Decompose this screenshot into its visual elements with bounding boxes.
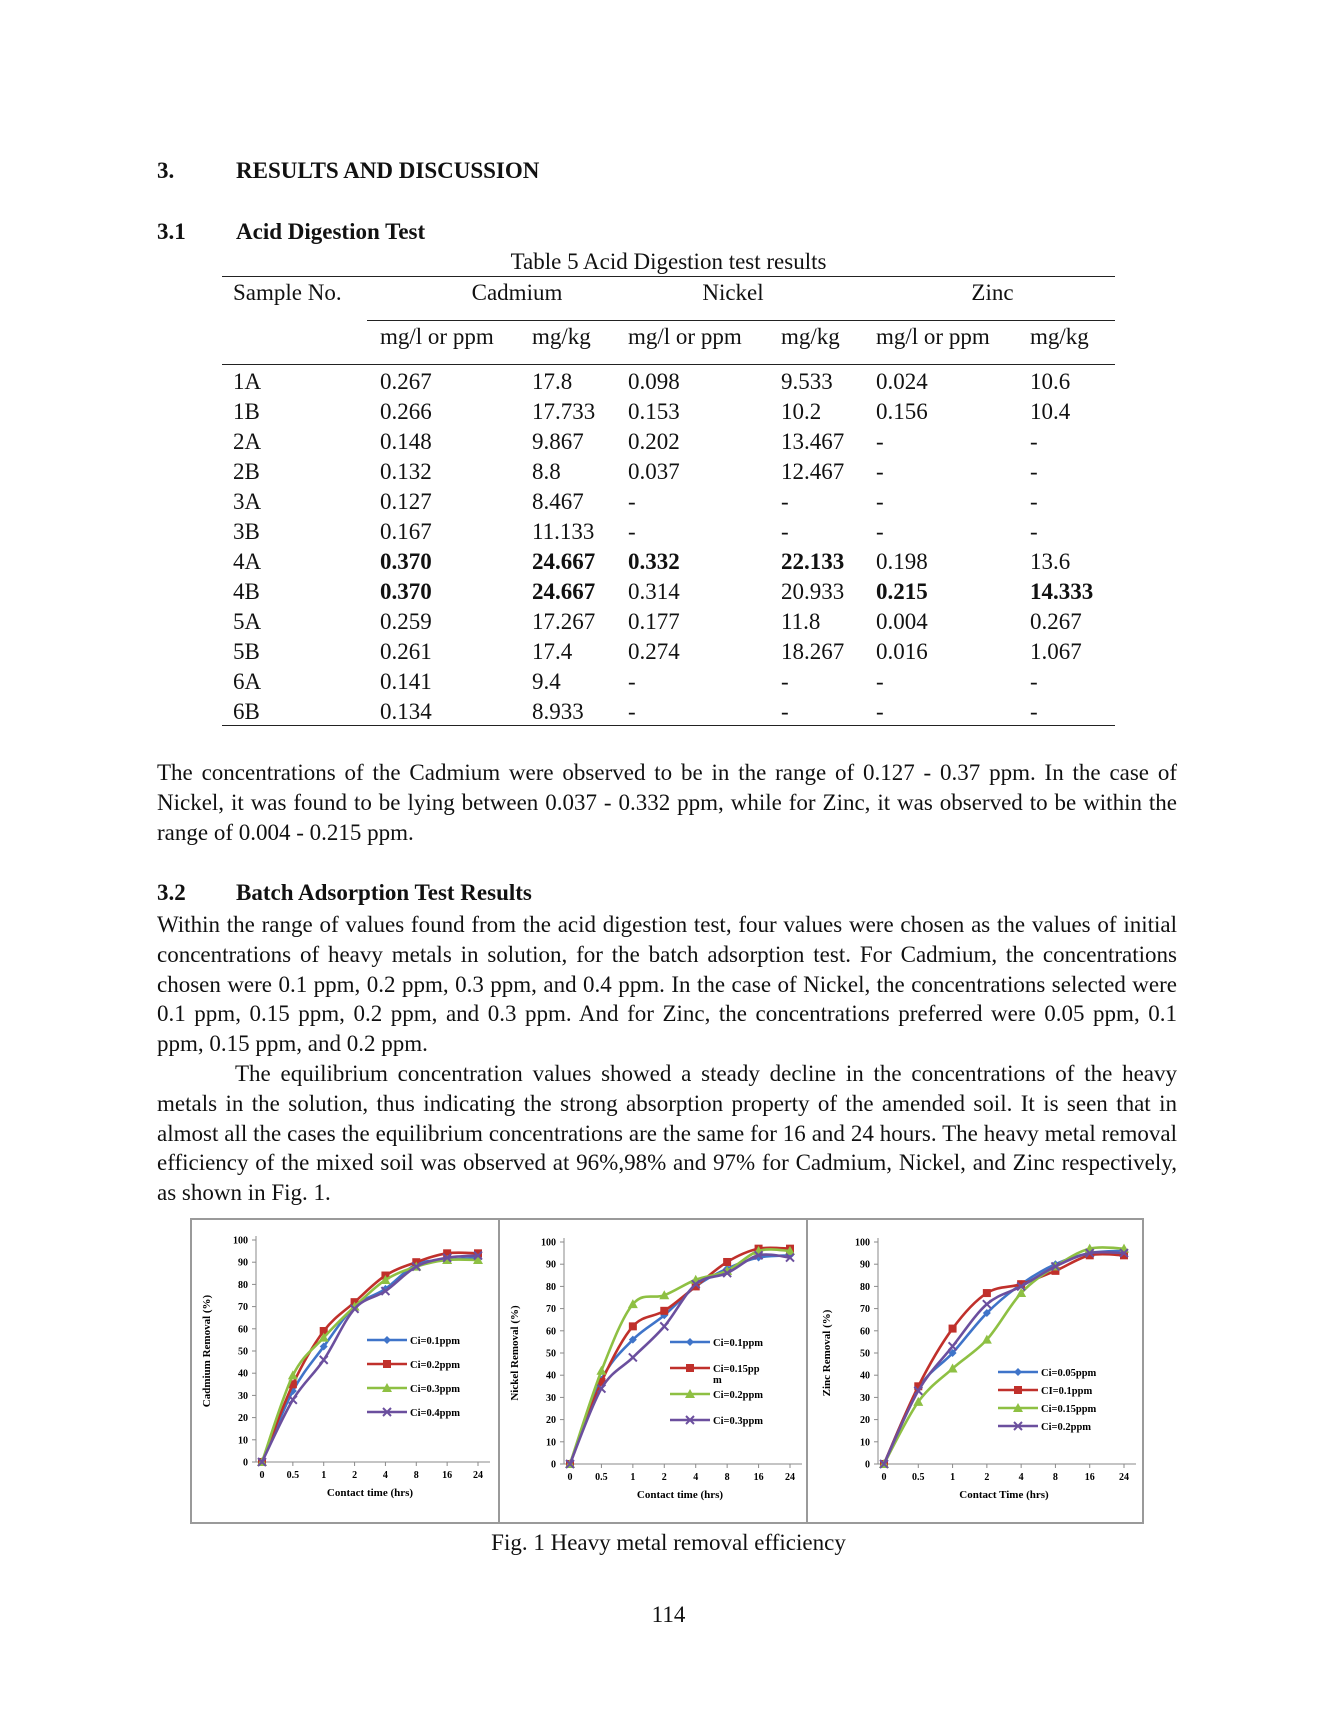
x-tick-label: 16 — [1084, 1472, 1095, 1483]
paragraph-3-text: The equilibrium concentration values showed a steady decline in the concentrations of the heavy metals in the solution, thus indicating the strong absorption property of the amended soil. It is seen that in almost all the cases the equilibrium concentrations are the same for 16 and 24 hours. The heavy metal removal efficiency of the mixed soil was observed at 96%,98% and 97% for Cadmium, Nickel, and Zinc respectively, as shown in Fig. 1. — [157, 1060, 1177, 1206]
table-caption: Table 5 Acid Digestion test results — [510, 249, 827, 274]
legend-label: Ci=0.2ppm — [713, 1390, 764, 1401]
x-axis-label: Contact Time (hrs) — [959, 1489, 1049, 1501]
table-cell: 8.8 — [532, 459, 561, 484]
data-point — [596, 1366, 606, 1375]
table-cell: - — [1030, 429, 1038, 454]
table-cell: 0.332 — [628, 549, 680, 574]
data-point — [660, 1322, 668, 1330]
legend-marker — [383, 1336, 391, 1344]
y-tick-label: 70 — [546, 1304, 556, 1316]
table-cell: 0.370 — [380, 549, 432, 574]
figure-caption: Fig. 1 Heavy metal removal efficiency — [491, 1530, 846, 1555]
table-row-label: 4B — [233, 579, 260, 604]
y-axis-label: Zinc Removal (%) — [821, 1309, 833, 1397]
x-tick-label: 1 — [630, 1472, 636, 1483]
x-tick-label: 4 — [382, 1470, 388, 1481]
x-tick-label: 4 — [1018, 1472, 1024, 1483]
data-point — [320, 1356, 328, 1364]
y-tick-label: 10 — [546, 1437, 556, 1449]
legend-marker — [1014, 1386, 1022, 1394]
paragraph-2-text: Within the range of values found from the acid digestion test, four values were chosen as the values of initial concentrations of heavy metals in solution, for the batch adsorption test. For Cadmium, the concentrations chosen were 0.1 ppm, 0.2 ppm, 0.3 ppm, and 0.4 ppm. In the case of Nickel, the concentrations selected were 0.1 ppm, 0.15 ppm, 0.2 ppm, and 0.3 ppm. And for Zinc, the concentrations preferred were 0.05 ppm, 0.1 ppm, 0.15 ppm, and 0.2 ppm. — [157, 912, 1177, 1057]
section-3-2-number: 3.2 — [157, 880, 186, 905]
table-row-label: 1A — [233, 369, 262, 394]
table-cell: 17.267 — [532, 609, 596, 634]
table-subheader-cd-ppm: mg/l or ppm — [380, 324, 494, 349]
y-tick-label: 0 — [865, 1459, 870, 1471]
table-cell: 10.2 — [781, 399, 822, 424]
y-tick-label: 90 — [546, 1259, 556, 1271]
table-cell: 0.267 — [380, 369, 432, 394]
table-cell: 9.533 — [781, 369, 833, 394]
y-tick-label: 20 — [860, 1415, 870, 1427]
table-cell: 0.266 — [380, 399, 432, 424]
y-tick-label: 30 — [238, 1390, 248, 1402]
y-tick-label: 0 — [551, 1459, 556, 1471]
table-cell: - — [1030, 519, 1038, 544]
table-row-label: 5B — [233, 639, 260, 664]
table-cell: - — [628, 669, 636, 694]
table-row-label: 1B — [233, 399, 260, 424]
table-row-label: 3A — [233, 489, 262, 514]
x-tick-label: 8 — [413, 1470, 419, 1481]
table-cell: 10.6 — [1030, 369, 1071, 394]
table-cell: 17.733 — [532, 399, 596, 424]
y-tick-label: 90 — [860, 1259, 870, 1271]
y-axis-label: Nickel Removal (%) — [509, 1305, 521, 1401]
x-tick-label: 24 — [1119, 1472, 1129, 1483]
table-cell: - — [876, 459, 884, 484]
legend-label: Ci=0.2ppm — [1041, 1422, 1092, 1433]
chart-nickel — [500, 1220, 808, 1522]
table-cell: 10.4 — [1030, 399, 1071, 424]
data-point — [660, 1307, 668, 1315]
y-tick-label: 70 — [860, 1304, 870, 1316]
table-cell: - — [781, 699, 789, 724]
legend-label: m — [713, 1375, 722, 1386]
x-tick-label: 0.5 — [595, 1472, 608, 1483]
table-subheader-zn-mgkg: mg/kg — [1030, 324, 1089, 349]
figure-1-charts — [190, 1218, 1144, 1524]
table-cell: 14.333 — [1030, 579, 1094, 604]
x-tick-label: 2 — [984, 1472, 990, 1483]
x-tick-label: 8 — [724, 1472, 730, 1483]
table-row-label: 3B — [233, 519, 260, 544]
y-tick-label: 60 — [860, 1326, 870, 1338]
table-cell: 0.177 — [628, 609, 680, 634]
legend-marker — [383, 1360, 391, 1368]
table-subheader-ni-mgkg: mg/kg — [781, 324, 840, 349]
x-tick-label: 8 — [1052, 1472, 1058, 1483]
table-cell: 0.132 — [380, 459, 432, 484]
legend-label: Ci=0.3ppm — [713, 1416, 764, 1427]
table-cell: 0.016 — [876, 639, 928, 664]
table-row-label: 4A — [233, 549, 262, 574]
paragraph-concentration-ranges — [157, 758, 1177, 847]
x-tick-label: 0.5 — [286, 1470, 300, 1481]
table-row-label: 2B — [233, 459, 260, 484]
legend-marker — [686, 1364, 694, 1372]
y-axis-label: Cadmium Removal (%) — [201, 1294, 213, 1408]
table-cell: - — [628, 489, 636, 514]
y-tick-label: 40 — [860, 1370, 870, 1382]
y-tick-label: 10 — [860, 1437, 870, 1449]
table-cell: 24.667 — [532, 579, 596, 604]
table-cell: 13.6 — [1030, 549, 1071, 574]
data-point — [983, 1289, 991, 1297]
x-tick-label: 24 — [785, 1472, 795, 1483]
table-cell: - — [876, 699, 884, 724]
y-tick-label: 10 — [238, 1435, 248, 1447]
chart-nickel-svg — [500, 1220, 806, 1522]
y-tick-label: 30 — [860, 1392, 870, 1404]
table-subheader-ni-ppm: mg/l or ppm — [628, 324, 742, 349]
x-axis-label: Contact time (hrs) — [326, 1487, 414, 1499]
series-line — [570, 1248, 790, 1464]
table-cell: 0.202 — [628, 429, 680, 454]
y-tick-label: 40 — [238, 1368, 248, 1380]
y-tick-label: 80 — [860, 1281, 870, 1293]
legend-label: CI=0.1ppm — [1041, 1386, 1093, 1397]
y-tick-label: 20 — [546, 1415, 556, 1427]
table-cell: 0.215 — [876, 579, 928, 604]
section-3-2-title: Batch Adsorption Test Results — [236, 880, 532, 905]
table-cell: - — [1030, 489, 1038, 514]
legend-label: Ci=0.3ppm — [410, 1384, 461, 1395]
chart-zinc-svg — [808, 1220, 1142, 1522]
legend-label: Ci=0.15ppm — [1041, 1404, 1097, 1415]
table-cell: - — [876, 429, 884, 454]
table-cell: 12.467 — [781, 459, 845, 484]
table-cell: 13.467 — [781, 429, 845, 454]
table-header-cadmium: Cadmium — [471, 280, 563, 305]
table-header-rule — [222, 364, 1115, 365]
legend-label: Ci=0.15pp — [713, 1364, 760, 1375]
table-row-label: 6A — [233, 669, 262, 694]
data-point — [723, 1258, 731, 1266]
legend-label: Ci=0.1ppm — [410, 1336, 461, 1347]
paragraph-batch-adsorption — [157, 910, 1177, 1208]
table-cell: 11.133 — [532, 519, 595, 544]
table-cell: 0.261 — [380, 639, 432, 664]
table-cell: 0.198 — [876, 549, 928, 574]
y-tick-label: 20 — [238, 1413, 248, 1425]
table-cell: - — [1030, 459, 1038, 484]
x-tick-label: 16 — [442, 1470, 453, 1481]
table-cell: 0.037 — [628, 459, 680, 484]
table-bottom-rule — [222, 725, 1115, 726]
y-tick-label: 50 — [860, 1348, 870, 1360]
section-3-1-title: Acid Digestion Test — [236, 219, 426, 244]
table-cell: 0.267 — [1030, 609, 1082, 634]
legend-label: Ci=0.4ppm — [410, 1408, 461, 1419]
chart-zinc — [808, 1220, 1142, 1522]
table-cell: - — [876, 669, 884, 694]
x-tick-label: 0 — [567, 1472, 573, 1483]
table-cell: 0.127 — [380, 489, 432, 514]
table-cell: 24.667 — [532, 549, 596, 574]
table-cell: - — [628, 699, 636, 724]
data-point — [289, 1396, 297, 1404]
y-tick-label: 50 — [546, 1348, 556, 1360]
table-top-rule — [222, 276, 1115, 277]
table-cell: 0.134 — [380, 699, 432, 724]
section-3-title: RESULTS AND DISCUSSION — [236, 158, 540, 183]
table-cell: - — [628, 519, 636, 544]
y-tick-label: 100 — [855, 1237, 870, 1249]
table-cell: 22.133 — [781, 549, 845, 574]
y-tick-label: 60 — [546, 1326, 556, 1338]
table-cell: 0.141 — [380, 669, 432, 694]
table-cell: - — [1030, 699, 1038, 724]
table-cell: - — [781, 519, 789, 544]
table-header-sample: Sample No. — [233, 280, 342, 305]
table-row-label: 6B — [233, 699, 260, 724]
x-tick-label: 0 — [259, 1470, 265, 1481]
y-tick-label: 30 — [546, 1392, 556, 1404]
table-cell: 0.259 — [380, 609, 432, 634]
table-cell: 20.933 — [781, 579, 845, 604]
x-tick-label: 4 — [693, 1472, 699, 1483]
table-cell: - — [876, 519, 884, 544]
x-tick-label: 0 — [881, 1472, 887, 1483]
data-point — [629, 1353, 637, 1361]
x-tick-label: 1 — [321, 1470, 327, 1481]
table-subheader-cd-mgkg: mg/kg — [532, 324, 591, 349]
table-row-label: 5A — [233, 609, 262, 634]
legend-marker — [1014, 1368, 1022, 1376]
legend-label: Ci=0.05ppm — [1041, 1368, 1097, 1379]
table-cell: 0.024 — [876, 369, 928, 394]
series-line — [570, 1249, 790, 1464]
table-cell: 17.4 — [532, 639, 573, 664]
y-tick-label: 70 — [238, 1302, 248, 1314]
x-tick-label: 2 — [352, 1470, 358, 1481]
table-cell: 11.8 — [781, 609, 821, 634]
legend-label: Ci=0.1ppm — [713, 1338, 764, 1349]
table-cell: 9.4 — [532, 669, 561, 694]
table-cell: 0.098 — [628, 369, 680, 394]
table-subheader-rule — [367, 320, 1115, 321]
table-cell: 9.867 — [532, 429, 584, 454]
series-line — [262, 1253, 478, 1462]
x-tick-label: 16 — [753, 1472, 764, 1483]
table-cell: 0.148 — [380, 429, 432, 454]
table-cell: 8.467 — [532, 489, 584, 514]
page-number: 114 — [651, 1602, 686, 1627]
table-cell: 0.156 — [876, 399, 928, 424]
section-3-1-number: 3.1 — [157, 219, 186, 244]
table-cell: - — [781, 669, 789, 694]
series-line — [570, 1255, 790, 1464]
table-header-nickel: Nickel — [702, 280, 764, 305]
table-cell: - — [781, 489, 789, 514]
y-tick-label: 80 — [238, 1279, 248, 1291]
table-cell: 0.314 — [628, 579, 680, 604]
x-tick-label: 1 — [950, 1472, 956, 1483]
data-point — [949, 1325, 957, 1333]
table-cell: 0.167 — [380, 519, 432, 544]
table-header-zinc: Zinc — [971, 280, 1014, 305]
y-tick-label: 50 — [238, 1346, 248, 1358]
y-tick-label: 100 — [541, 1237, 556, 1249]
y-tick-label: 40 — [546, 1370, 556, 1382]
table-cell: - — [1030, 669, 1038, 694]
chart-cadmium — [192, 1220, 500, 1522]
legend-label: Ci=0.2ppm — [410, 1360, 461, 1371]
table-row-label: 2A — [233, 429, 262, 454]
data-point — [629, 1322, 637, 1330]
chart-cadmium-svg — [192, 1220, 498, 1522]
table-cell: 18.267 — [781, 639, 845, 664]
table-cell: 1.067 — [1030, 639, 1082, 664]
table-cell: 0.370 — [380, 579, 432, 604]
table-cell: 0.274 — [628, 639, 680, 664]
section-3-number: 3. — [157, 158, 175, 183]
x-tick-label: 24 — [473, 1470, 483, 1481]
table-cell: 0.004 — [876, 609, 928, 634]
x-tick-label: 0.5 — [912, 1472, 925, 1483]
table-cell: 17.8 — [532, 369, 573, 394]
y-tick-label: 90 — [238, 1257, 248, 1269]
y-tick-label: 0 — [243, 1457, 248, 1469]
data-point — [983, 1300, 991, 1308]
paragraph-1-text: The concentrations of the Cadmium were observed to be in the range of 0.127 - 0.37 ppm. In the case of Nickel, it was found to be lying between 0.037 - 0.332 ppm, while for Zinc, it was observed to be within the range of 0.004 - 0.215 ppm. — [157, 760, 1177, 845]
table-subheader-zn-ppm: mg/l or ppm — [876, 324, 990, 349]
table-cell: 0.153 — [628, 399, 680, 424]
legend-marker — [686, 1338, 694, 1346]
table-cell: 8.933 — [532, 699, 584, 724]
x-tick-label: 2 — [661, 1472, 667, 1483]
y-tick-label: 60 — [238, 1324, 248, 1336]
y-tick-label: 100 — [233, 1235, 248, 1247]
table-cell: - — [876, 489, 884, 514]
x-axis-label: Contact time (hrs) — [636, 1489, 724, 1501]
y-tick-label: 80 — [546, 1281, 556, 1293]
